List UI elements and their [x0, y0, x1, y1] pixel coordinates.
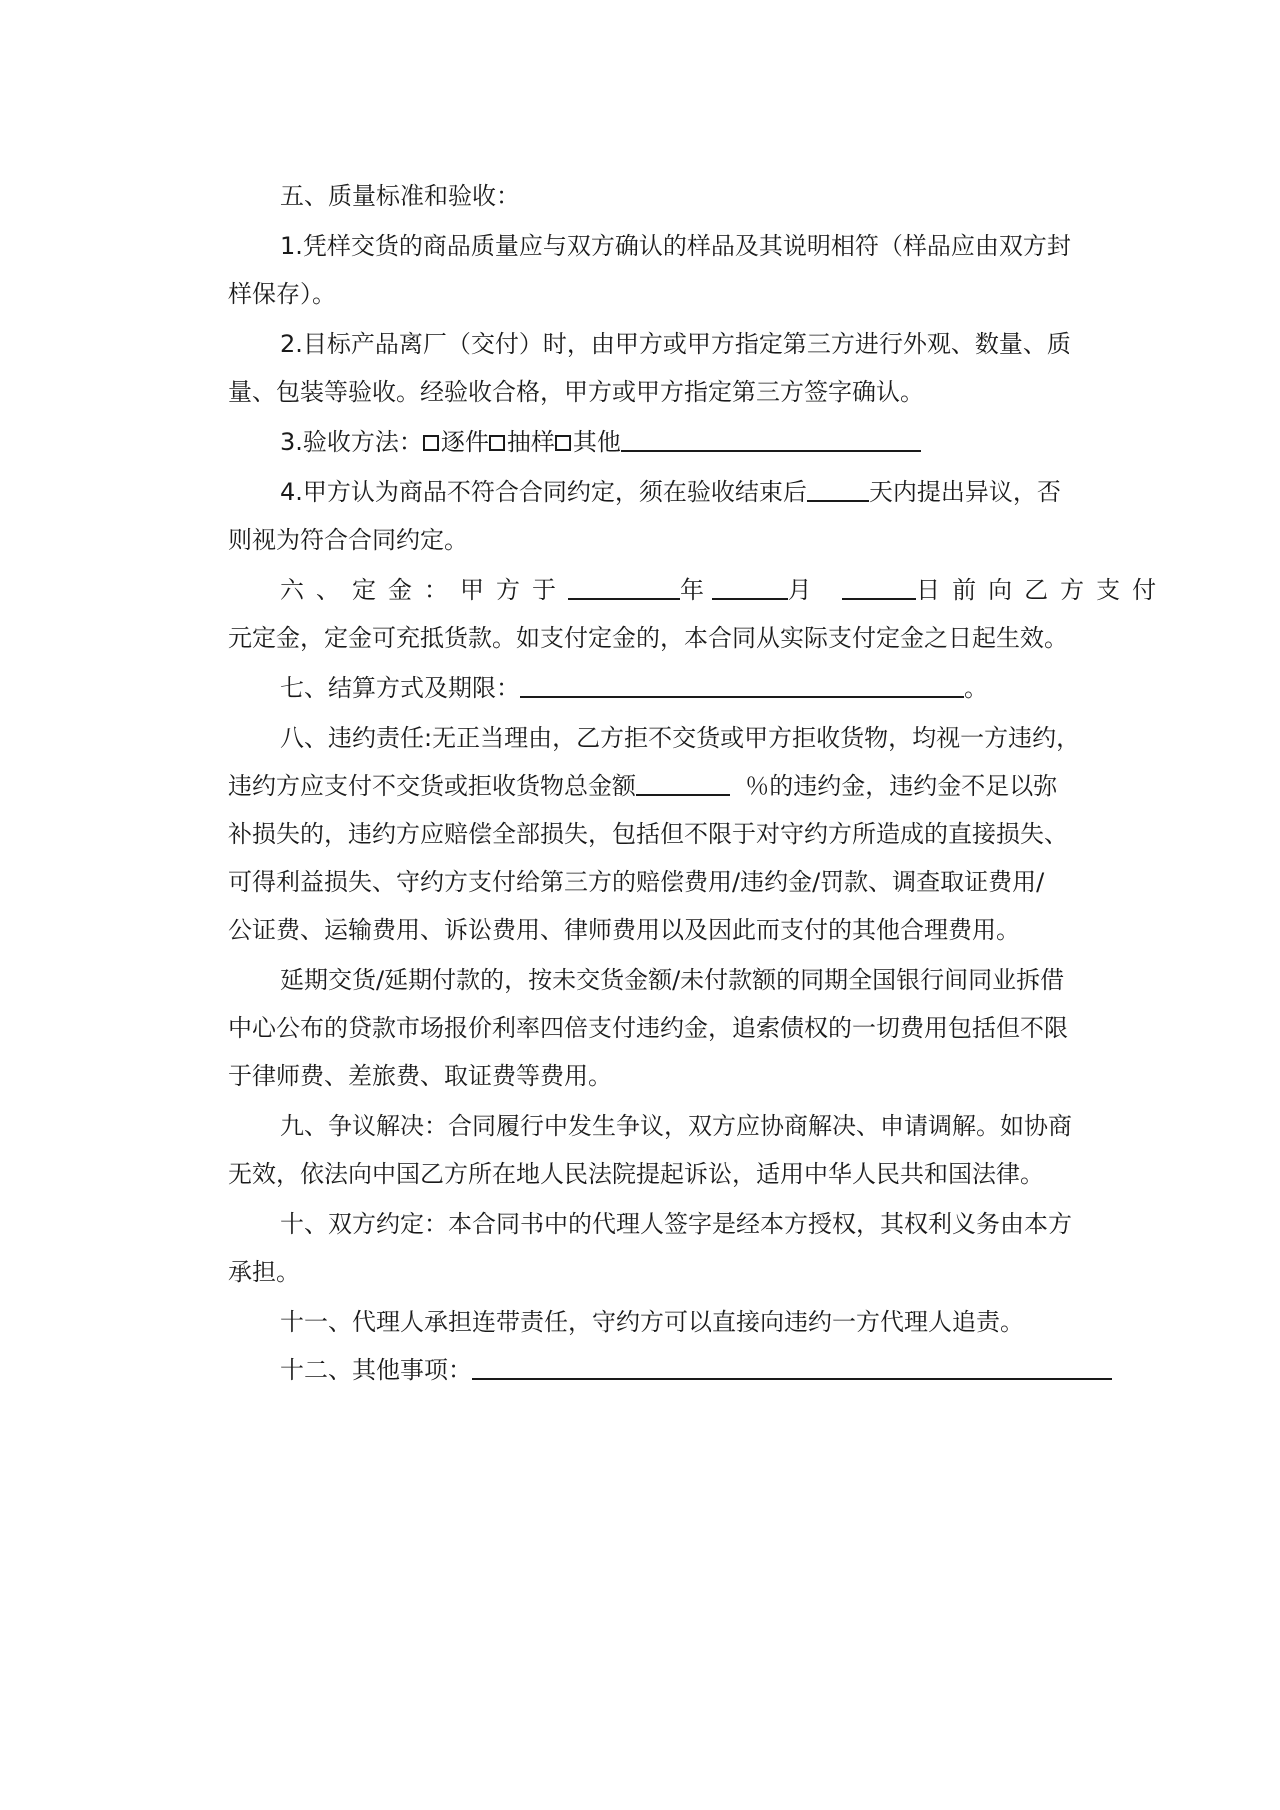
section-12	[228, 1346, 1136, 1394]
section-10-line-1: 十、双方约定：本合同书中的代理人签字是经本方授权，其权利义务由本方	[280, 1210, 1072, 1238]
section-8-line-4: 可得利益损失、守约方支付给第三方的赔偿费用/违约金/罚款、调查取证费用/	[228, 868, 1045, 896]
deposit-month-blank[interactable]	[712, 576, 788, 600]
checkbox-one-by-one[interactable]	[423, 435, 439, 451]
section-5-item-2-line-1: 2.目标产品离厂（交付）时，由甲方或甲方指定第三方进行外观、数量、质	[280, 330, 1071, 358]
section-5-item-1-line-2: 样保存）。	[228, 280, 336, 308]
section-5-item-2-line-2: 量、包装等验收。经验收合格，甲方或甲方指定第三方签字确认。	[228, 378, 924, 406]
deposit-label: 六、定金：甲方于	[280, 576, 568, 604]
section-8-p2-line-1: 延期交货/延期付款的，按未交货金额/未付款额的同期全国银行间同业拆借	[280, 966, 1065, 994]
year-label: 年	[680, 576, 704, 604]
section-5-heading: 五、质量标准和验收：	[280, 182, 520, 210]
settlement-blank[interactable]	[520, 674, 964, 698]
penalty-text-a: 违约方应支付不交货或拒收货物总金额	[228, 772, 636, 800]
section-10-line-2: 承担。	[228, 1258, 300, 1286]
other-matters-blank[interactable]	[472, 1356, 1112, 1380]
other-method-blank[interactable]	[621, 428, 921, 452]
section-8-p2-line-3: 于律师费、差旅费、取证费等费用。	[228, 1062, 612, 1090]
option-sampling: 抽样	[506, 428, 555, 456]
penalty-text-b: ％的违约金，违约金不足以弥	[745, 772, 1058, 800]
section-5-item-1-line-1: 1.凭样交货的商品质量应与双方确认的样品及其说明相符（样品应由双方封	[280, 232, 1071, 260]
other-matters-label: 十二、其他事项：	[280, 1356, 472, 1384]
penalty-percent-blank[interactable]	[636, 772, 730, 796]
section-9-line-1: 九、争议解决：合同履行中发生争议，双方应协商解决、申请调解。如协商	[280, 1112, 1072, 1140]
objection-text-b: 天内提出异议，否	[868, 478, 1061, 506]
section-9-line-2: 无效，依法向中国乙方所在地人民法院提起诉讼，适用中华人民共和国法律。	[228, 1160, 1044, 1188]
section-8-line-3: 补损失的，违约方应赔偿全部损失，包括但不限于对守约方所造成的直接损失、	[228, 820, 1068, 848]
inspection-method-label: 3.验收方法：	[280, 428, 423, 456]
section-6-line-1	[228, 566, 1169, 614]
deposit-day-blank[interactable]	[842, 576, 916, 600]
checkbox-other[interactable]	[555, 435, 571, 451]
settlement-label: 七、结算方式及期限：	[280, 674, 520, 702]
section-5-item-4-line-1	[228, 468, 1136, 516]
settlement-end: 。	[964, 674, 988, 702]
section-11: 十一、代理人承担连带责任，守约方可以直接向违约一方代理人追责。	[280, 1308, 1024, 1336]
option-one-by-one: 逐件	[440, 428, 489, 456]
deposit-day-suffix: 日前向乙方支付	[916, 576, 1169, 604]
contract-body	[228, 172, 1169, 1394]
month-label: 月	[787, 576, 812, 604]
section-5-item-4-line-2: 则视为符合合同约定。	[228, 526, 468, 554]
option-other: 其他	[572, 428, 621, 456]
section-8-p2-line-2: 中心公布的贷款市场报价利率四倍支付违约金，追索债权的一切费用包括但不限	[228, 1014, 1068, 1042]
checkbox-sampling[interactable]	[489, 435, 505, 451]
deposit-year-blank[interactable]	[568, 576, 680, 600]
section-8-line-2	[228, 762, 1136, 810]
section-8-line-1: 八、违约责任:无正当理由，乙方拒不交货或甲方拒收货物，均视一方违约，	[280, 724, 1081, 752]
section-7	[228, 664, 1136, 712]
objection-text-a: 4.甲方认为商品不符合合同约定，须在验收结束后	[280, 478, 807, 506]
section-6-line-2: 元定金，定金可充抵货款。如支付定金的，本合同从实际支付定金之日起生效。	[228, 624, 1068, 652]
section-5-item-3	[228, 418, 1136, 466]
objection-days-blank[interactable]	[807, 478, 869, 502]
section-8-line-5: 公证费、运输费用、诉讼费用、律师费用以及因此而支付的其他合理费用。	[228, 916, 1020, 944]
